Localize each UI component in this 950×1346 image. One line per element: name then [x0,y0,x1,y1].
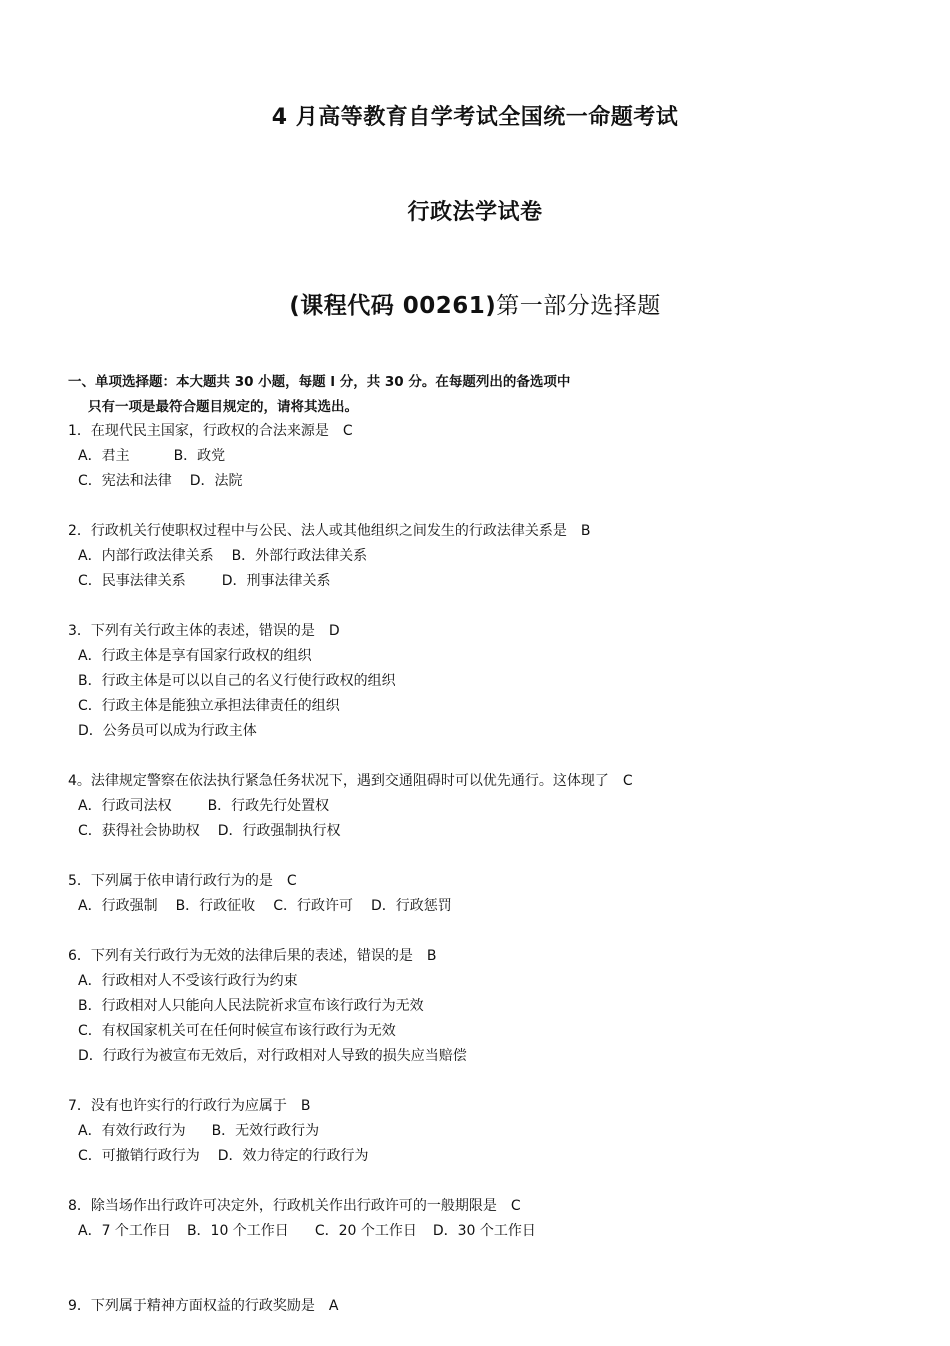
question-8 [68,1194,521,1219]
option: C．有权国家机关可在任何时候宣布该行政行为无效 [78,1023,396,1039]
question-text: 7．没有也许实行的行政行为应属于 [68,1098,287,1114]
option: C．可撤销行政行为 [78,1148,200,1164]
option: C．获得社会协助权 [78,823,200,839]
option: A．内部行政法律关系 [78,548,214,564]
option: A．行政相对人不受该行政行为约束 [78,973,298,989]
option: B．外部行政法律关系 [231,548,368,564]
option: D．行政惩罚 [370,898,452,914]
option: B．行政先行处置权 [207,798,330,814]
option: A．君主 [78,448,130,464]
answer-key: C [622,773,633,789]
question-9 [68,1294,338,1319]
question-text: 2．行政机关行使职权过程中与公民、法人或其他组织之间发生的行政法律关系是 [68,523,567,539]
question-text: 8．除当场作出行政许可决定外，行政机关作出行政许可的一般期限是 [68,1198,497,1214]
option: C．宪法和法律 [78,473,172,489]
option-row [78,1219,536,1244]
answer-key: B [580,523,591,539]
option-row [78,794,329,819]
option: D．刑事法律关系 [221,573,331,589]
question-text: 1．在现代民主国家，行政权的合法来源是 [68,423,329,439]
option-row [78,469,243,494]
question-6 [68,944,437,969]
option: C．20 个工作日 [314,1223,417,1239]
question-5 [68,869,297,894]
option-row [78,694,340,719]
option-row [78,1044,467,1069]
option-row [78,1119,319,1144]
option-row [78,1019,396,1044]
option-row [78,994,424,1019]
course-code-title [0,287,950,320]
option-row [78,719,257,744]
course-code: (课程代码 00261) [289,293,497,319]
option-row [78,444,225,469]
answer-key: D [328,623,340,639]
option: B．行政主体是可以以自己的名义行使行政权的组织 [78,673,396,689]
instructions-line-2: 只有一项是最符合题目规定的，请将其选出。 [88,399,358,415]
question-3 [68,619,340,644]
option: C．行政许可 [273,898,353,914]
question-1 [68,419,353,444]
question-text: 4。法律规定警察在依法执行紧急任务状况下，遇到交通阻碍时可以优先通行。这体现了 [68,773,609,789]
option: A．行政强制 [78,898,158,914]
option-row [78,644,312,669]
option-row [78,669,396,694]
question-7 [68,1094,311,1119]
question-text: 6．下列有关行政行为无效的法律后果的表述，错误的是 [68,948,413,964]
option-row [78,894,452,919]
option: D．行政行为被宣布无效后，对行政相对人导致的损失应当赔偿 [78,1048,467,1064]
answer-key: B [426,948,437,964]
answer-key: C [286,873,297,889]
question-2 [68,519,591,544]
option-row [78,1144,369,1169]
option: B．无效行政行为 [211,1123,320,1139]
section-title: 第一部分选择题 [496,293,661,319]
answer-key: C [342,423,353,439]
option-row [78,819,341,844]
option: C．行政主体是能独立承担法律责任的组织 [78,698,340,714]
option: A．行政主体是享有国家行政权的组织 [78,648,312,664]
question-text: 9．下列属于精神方面权益的行政奖励是 [68,1298,315,1314]
option: C．民事法律关系 [78,573,186,589]
option: D．行政强制执行权 [217,823,341,839]
option: D．效力待定的行政行为 [217,1148,369,1164]
option: A．行政司法权 [78,798,172,814]
instructions-line-1: 一、单项选择题：本大题共 30 小题，每题 l 分，共 30 分。在每题列出的备选项中 [68,374,571,390]
exam-header-title: 4 月高等教育自学考试全国统一命题考试 [271,105,679,130]
option: A．有效行政行为 [78,1123,186,1139]
paper-subject-title: 行政法学试卷 [407,200,543,225]
question-text: 3．下列有关行政主体的表述，错误的是 [68,623,315,639]
option: B．行政征收 [175,898,256,914]
question-4 [68,769,633,794]
option: D．法院 [189,473,243,489]
question-text: 5．下列属于依申请行政行为的是 [68,873,273,889]
option: B．行政相对人只能向人民法院祈求宣布该行政行为无效 [78,998,424,1014]
answer-key: C [510,1198,521,1214]
option: B．10 个工作日 [186,1223,289,1239]
option: D．30 个工作日 [432,1223,536,1239]
option: D．公务员可以成为行政主体 [78,723,257,739]
option: A．7 个工作日 [78,1223,171,1239]
answer-key: B [300,1098,311,1114]
option-row [78,544,367,569]
answer-key: A [328,1298,339,1314]
option: B．政党 [173,448,226,464]
option-row [78,969,298,994]
option-row [78,569,331,594]
